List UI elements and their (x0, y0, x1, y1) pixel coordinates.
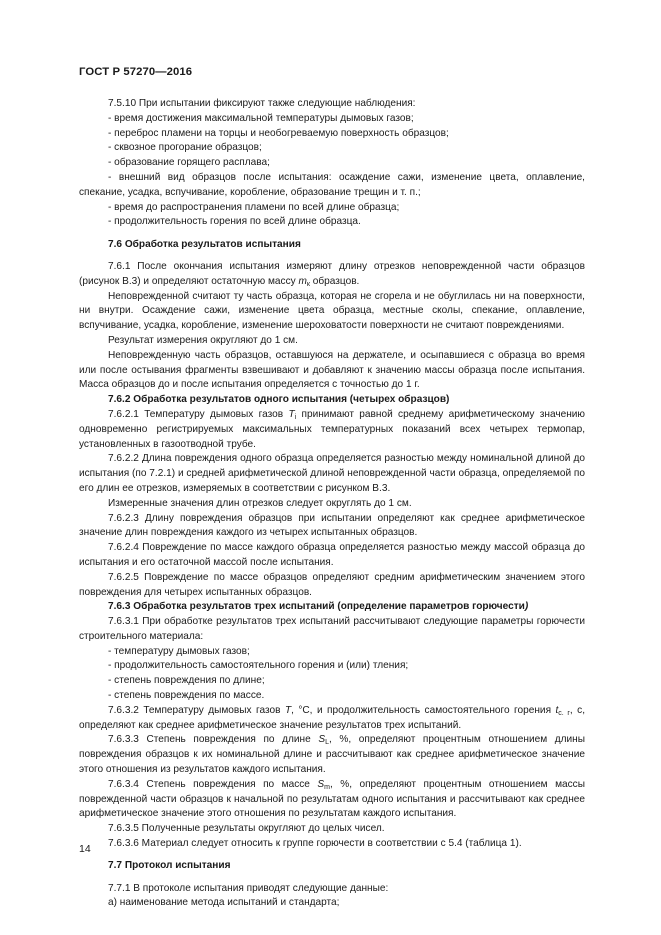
paragraph-7-6-2-2: 7.6.2.2 Длина повреждения одного образца определяется разностью между номинальной длиной до испытания (по 7.2.1) и средней арифметической длиной неповрежденной части образца, определяемой по его длин ее отрезков, измеряемых в соответствии с рисунком В.3. (79, 453, 585, 494)
section-heading-7-6: 7.6 Обработка результатов испытания (108, 238, 301, 250)
paragraph-7-6-3-3: 7.6.3.3 Степень повреждения по длине $S_L$, %, определяют процентным отношением длины повреждения образцов к их номинальной длине и рассчитывают как среднее арифметическое значение этого отношения из результатов каждого испытания. (79, 734, 585, 776)
paragraph-7-6-3-4: 7.6.3.4 Степень повреждения по массе $S_m$, %, определяют процентным отношением массы поврежденной части образцов к начальной по результатам одного испытания и рассчитывают как среднее арифметическое значение этого отношения по результатам каждого испытания. (79, 778, 585, 820)
paragraph-7-6-3-6: 7.6.3.6 Материал следует относить к группе горючести в соответствии с 5.4 (таблица 1). (108, 838, 522, 850)
list-item: - переброс пламени на торцы и необогреваемую поверхность образцов; (108, 127, 449, 139)
list-item: - температуру дымовых газов; (108, 645, 250, 657)
paragraph: Измеренные значения длин отрезков следует округлять до 1 см. (108, 497, 412, 509)
list-item: - время до распространения пламени по всей длине образца; (108, 201, 400, 213)
subsection-heading-7-6-3: 7.6.3 Обработка результатов трех испытаний (определение параметров горючести) (108, 601, 529, 613)
list-item: - степень повреждения по массе. (108, 690, 265, 702)
paragraph-7-6-2-1: 7.6.2.1 Температуру дымовых газов $T_i$ принимают равной среднему арифметическому значению одновременно регистрируемых максимальных температурных показаний всех четырех термопар, установленных в газоотводной трубе. (79, 408, 585, 450)
paragraph-7-6-3-1: 7.6.3.1 При обработке результатов трех испытаний рассчитывают следующие параметры горючести строительного материала: (79, 616, 585, 642)
document-body (79, 97, 585, 911)
list-item: - сквозное прогорание образцов; (108, 142, 262, 154)
list-item: - образование горящего расплава; (108, 157, 270, 169)
paragraph-7-6-1: 7.6.1 После окончания испытания измеряют длину отрезков неповрежденной части образцов (рисунок В.3) и определяют остаточную массу $m_к$ образцов. (79, 260, 585, 288)
section-heading-7-7: 7.7 Протокол испытания (108, 860, 231, 872)
paragraph-7-6-2-5: 7.6.2.5 Повреждение по массе образцов определяют средним арифметическим значением этого повреждения для четырех испытанных образцов. (79, 571, 585, 598)
list-item: - степень повреждения по длине; (108, 675, 265, 687)
paragraph: Результат измерения округляют до 1 см. (108, 334, 298, 346)
document-header: ГОСТ Р 57270—2016 (79, 66, 193, 78)
paragraph-7-6-3-2: 7.6.3.2 Температуру дымовых газов T, °С, и продолжительность самостоятельного горения $t_{с. г}$, с, определяют как среднее арифметическое значение результатов трех испытаний. (79, 704, 585, 731)
paragraph: Неповрежденной считают ту часть образца, которая не сгорела и не обуглилась ни на поверхности, ни внутри. Осаждение сажи, изменение цвета образца, местные сколы, спекание, оплавление, вспучивание, усадка, коробление, изменение шероховатости поверхности не считают повреждениями. (79, 290, 585, 332)
paragraph-7-6-2-4: 7.6.2.4 Повреждение по массе каждого образца определяется разностью между массой образца до испытания и его остаточной массой после испытания. (79, 542, 585, 568)
list-item: - продолжительность горения по всей длине образца. (108, 216, 361, 228)
paragraph-7-6-2-3: 7.6.2.3 Длину повреждения образцов при испытании определяют как среднее арифметическое значение длин повреждения каждого из четырех испытанных образцов. (79, 512, 585, 539)
paragraph: Неповрежденную часть образцов, оставшуюся на держателе, и осыпавшиеся с образца во время или после остывания фрагменты взвешивают и добавляют к значению массы образца после испытания. Масса образцов до и после испытания определяется с точностью до 1 г. (79, 349, 585, 391)
paragraph-7-5-10: 7.5.10 При испытании фиксируют также следующие наблюдения: (108, 98, 416, 109)
list-item: - продолжительность самостоятельного горения и (или) тления; (108, 660, 409, 672)
paragraph-7-6-3-5: 7.6.3.5 Полученные результаты округляют до целых чисел. (108, 823, 385, 835)
page-number: 14 (79, 843, 91, 855)
list-item: - внешний вид образцов после испытания: осаждение сажи, изменение цвета, оплавление, спекание, усадка, вспучивание, коробление, образование трещин и т. п.; (79, 171, 585, 198)
list-item: а) наименование метода испытаний и стандарта; (108, 897, 340, 909)
paragraph-7-7-1: 7.7.1 В протоколе испытания приводят следующие данные: (108, 882, 389, 894)
list-item: - время достижения максимальной температуры дымовых газов; (108, 112, 414, 124)
subsection-heading-7-6-2: 7.6.2 Обработка результатов одного испытания (четырех образцов) (108, 394, 450, 406)
